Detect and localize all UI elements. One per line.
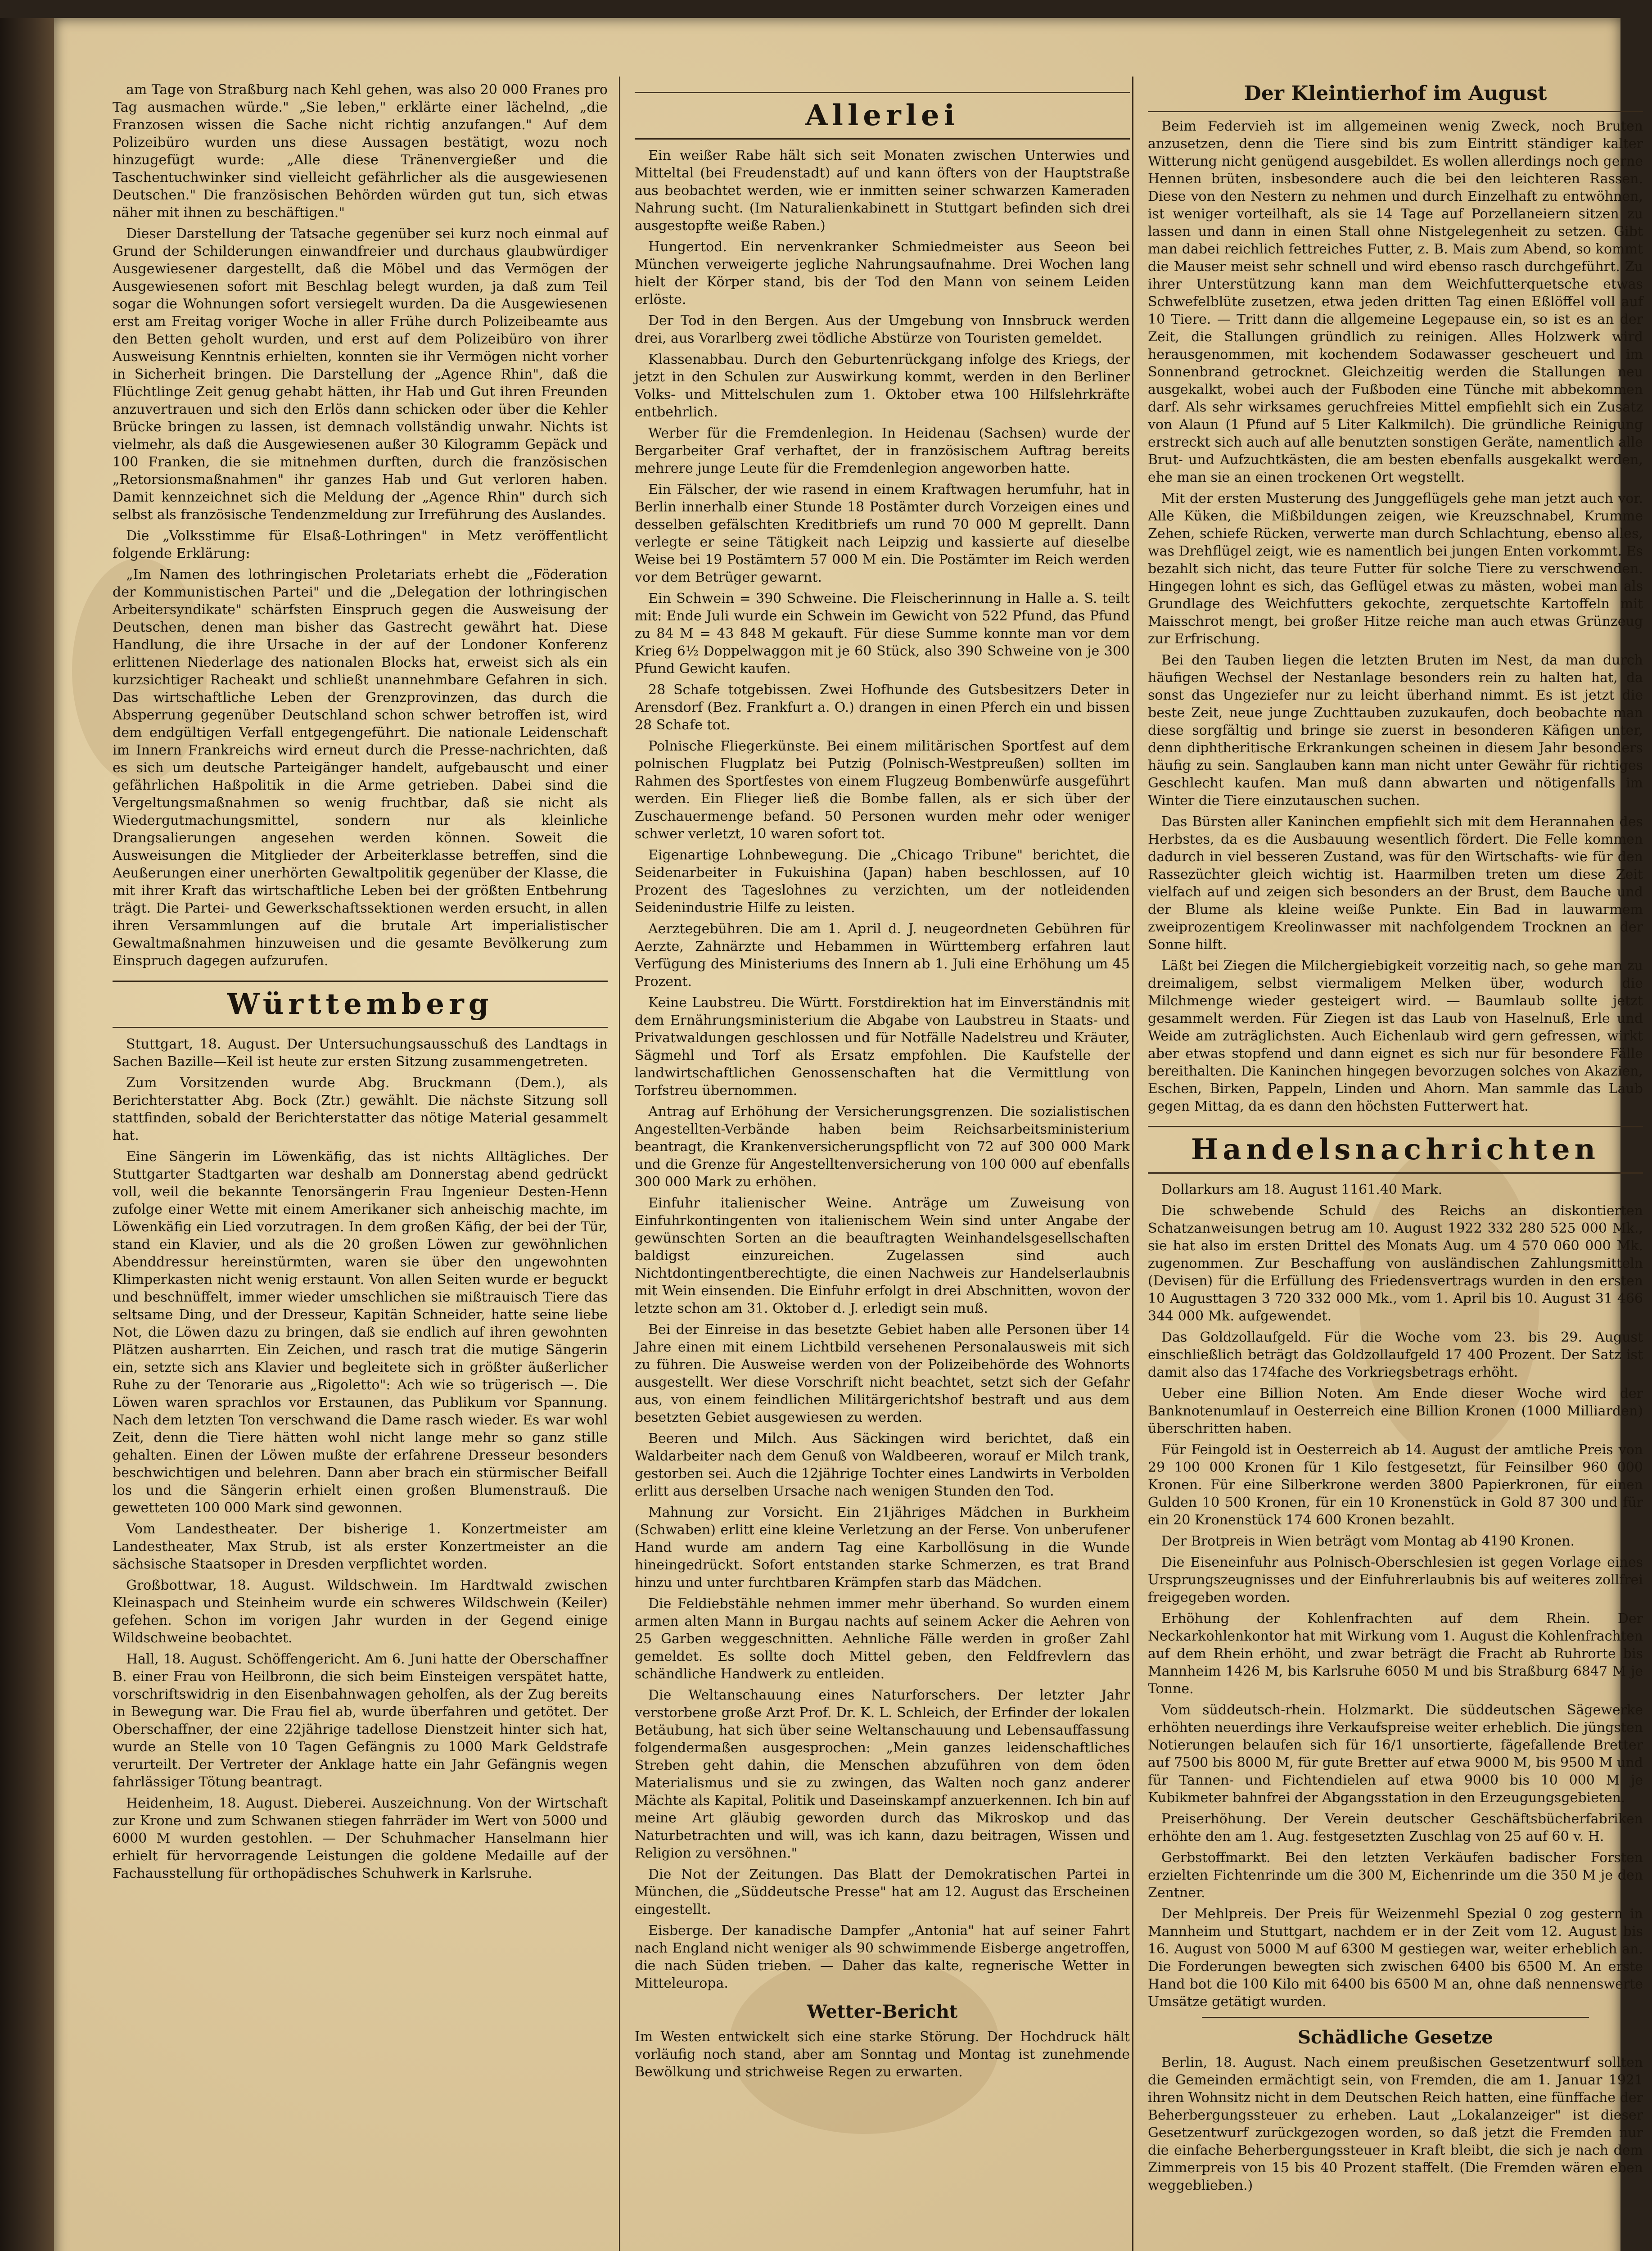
paragraph: „Im Namen des lothringischen Proletariats erhebt die „Föderation der Kommunistischen Partei" und die „Delegation der lothringischen Arbeitersyndikate" schärfsten Einspruch gegen die Ausweisung der Deutschen, denen man bisher das Gastrecht gewährt hat. Diese Handlung, die ihre Ursache in der auf der Londoner Konferenz erlittenen Niederlage des nationalen Blocks hat, erweist sich als ein kurzsichtiger Racheakt und schließt unannehmbare Gefahren in sich. Das wirtschaftliche Leben der Grenzprovinzen, das durch die Absperrung gegenüber Deutschland schon schwer betroffen ist, wird dem endgültigen Verfall entgegengeführt. Die nationale Leidenschaft im Innern Frankreichs wird erneut durch die Presse-nachrichten, daß es sich um deutsche Parteigänger handelt, aufgebauscht und einer gefährlichen Haßpolitik in die Arme getrieben. Dabei sind die Vergeltungsmaßnahmen so wenig fruchtbar, daß sie nicht als Wiedergutmachungsmittel, sondern nur als kleinliche Drangsalierungen angesehen werden können. Soweit die Ausweisungen die Mitglieder der Arbeiterklasse betreffen, sind die Aeußerungen einer unerhörten Gewaltpolitik gegenüber der Klasse, die mit ihrer Kraft das wirtschaftliche Leben bei der größten Entbehrung trägt. Die Partei- und Gewerkschaftssektionen werden ersucht, in allen ihren Versammlungen auf die brutale Art imperialistischer Gewaltmaßnahmen hinzuweisen und die gesamte Bevölkerung zum Einspruch dagegen aufzurufen.	[113, 567, 608, 969]
paragraph: Dollarkurs am 18. August 1161.40 Mark.	[1161, 1182, 1443, 1198]
paragraph: Für Feingold ist in Oesterreich ab 14. August der amtliche Preis von 29 100 000 Kronen für 1 Kilo festgesetzt, für Feinsilber 960 000 Kronen. Für eine Silberkrone werden 3800 Papierkronen, für einen Gulden 10 500 Kronen, für ein 10 Kronenstück in Gold 87 300 und für ein 20 Kronenstück 174 600 Kronen bezahlt.	[1148, 1442, 1643, 1528]
paragraph: Eisberge. Der kanadische Dampfer „Antonia" hat auf seiner Fahrt nach England nicht weniger als 90 schwimmende Eisberge angetroffen, die nach Süden trieben. — Daher das kalte, regnerische Wetter in Mitteleuropa.	[635, 1923, 1130, 1991]
paragraph: Die Not der Zeitungen. Das Blatt der Demokratischen Partei in München, die „Süddeutsche Presse" hat am 12. August das Erscheinen eingestellt.	[635, 1867, 1130, 1917]
paragraph: Werber für die Fremdenlegion. In Heidenau (Sachsen) wurde der Bergarbeiter Graf verhaftet, der in französischem Auftrag bereits mehrere junge Leute für die Fremdenlegion angeworben hatte.	[635, 425, 1130, 476]
paragraph: Vom Landestheater. Der bisherige 1. Konzertmeister am Landestheater, Max Strub, ist als erster Konzertmeister an die sächsische Staatsoper in Dresden verpflichtet worden.	[113, 1521, 608, 1572]
paragraph: Der Mehlpreis. Der Preis für Weizenmehl Spezial 0 zog gestern in Mannheim und Stuttgart, nachdem er in der Zeit vom 12. August bis 16. August von 5000 M auf 6300 M gestiegen war, weiter erheblich an. Die Forderungen bewegten sich zwischen 6400 bis 6500 M. An erste Hand bot die 100 Kilo mit 6400 bis 6500 M an, ohne daß nennenswerte Umsätze getätigt wurden.	[1148, 1906, 1643, 2010]
paragraph: Ein Schwein = 390 Schweine. Die Fleischerinnung in Halle a. S. teilt mit: Ende Juli wurde ein Schwein im Gewicht von 522 Pfund, das Pfund zu 84 M = 43 848 M gekauft. Für diese Summe konnte man vor dem Krieg 6½ Doppelwaggon mit je 60 Stück, also 390 Schweine von je 300 Pfund Gewicht kaufen.	[635, 591, 1130, 677]
paragraph: Einfuhr italienischer Weine. Anträge um Zuweisung von Einfuhrkontingenten von italienischem Wein sind unter Angabe der gewünschten Sorten an die beauftragten Weinhandelsgesellschaften baldigst einzureichen. Zugelassen sind auch Nichtdontingentberechtigte, die einen Nachweis zur Handelserlaubnis mit Wein einsenden. Die Einfuhr erfolgt in drei Abschnitten, wovon der letzte schon am 31. Oktober d. J. erledigt sein muß.	[635, 1195, 1130, 1316]
paragraph: Heidenheim, 18. August. Dieberei. Auszeichnung. Von der Wirtschaft zur Krone und zum Schwanen stiegen fahrräder im Wert von 5000 und 6000 M wurden gestohlen. — Der Schuhmacher Hanselmann hier erhielt für hervorragende Leistungen die goldene Medaille auf der Fachausstellung für orthopädisches Schuhwerk in Karlsruhe.	[113, 1795, 608, 1881]
paragraph: Klassenabbau. Durch den Geburtenrückgang infolge des Kriegs, der jetzt in den Schulen zur Auswirkung kommt, werden in den Berliner Volks- und Mittelschulen zum 1. Oktober etwa 100 Hilfslehrkräfte entbehrlich.	[635, 352, 1130, 420]
paragraph: Zum Vorsitzenden wurde Abg. Bruckmann (Dem.), als Berichterstatter Abg. Bock (Ztr.) gewählt. Die nächste Sitzung soll stattfinden, sobald der Berichterstatter das nötige Material gesammelt hat.	[113, 1075, 608, 1144]
column-rule	[619, 77, 620, 2251]
paragraph: Bei der Einreise in das besetzte Gebiet haben alle Personen über 14 Jahre einen mit einem Lichtbild versehenen Personalausweis mit sich zu führen. Die Ausweise werden von der Polizeibehörde des Wohnorts ausgestellt. Wer diese Vorschrift nicht beachtet, setzt sich der Gefahr aus, von einem feindlichen Militärgerichtshof bestraft und aus dem besetzten Gebiet ausgewiesen zu werden.	[635, 1322, 1130, 1425]
handelsnachrichten-news	[1148, 1181, 1643, 2011]
column-3	[1148, 81, 1643, 2198]
paragraph: Vom süddeutsch-rhein. Holzmarkt. Die süddeutschen Sägewerke erhöhten neuerdings ihre Verkaufspreise weiter erheblich. Die jüngsten Notierungen belaufen sich für 16/1 unsortierte, fägefallende Bretter auf 7500 bis 8000 M, für gute Bretter auf etwa 9000 M, bis 9500 M und für Tannen- und Fichtendielen auf etwa 9000 bis 10 000 M je Kubikmeter bahnfrei der Abgangsstation in den Erzeugungsgebieten.	[1148, 1702, 1643, 1806]
weather-title: Wetter-Bericht	[807, 2001, 958, 2022]
paragraph: Stuttgart, 18. August. Der Untersuchungsausschuß des Landtags in Sachen Bazille—Keil ist heute zur ersten Sitzung zusammengetreten.	[113, 1036, 608, 1070]
paragraph: Ein Fälscher, der wie rasend in einem Kraftwagen herumfuhr, hat in Berlin innerhalb einer Stunde 18 Postämter durch Vorzeigen eines und desselben gefälschten Kreditbriefs um rund 70 000 M geprellt. Dann verlegte er seine Tätigkeit nach Leipzig und kassierte auf dieselbe Weise bei 19 Postämtern 57 000 M ein. Die Postämter im Reich werden vor dem Betrüger gewarnt.	[635, 482, 1130, 585]
paragraph: Hall, 18. August. Schöffengericht. Am 6. Juni hatte der Oberschaffner B. einer Frau von Heilbronn, die sich beim Einsteigen verspätet hatte, vorschriftswidrig in den Eisenbahnwagen geholfen, als der Zug bereits in Bewegung war. Die Frau fiel ab, wurde überfahren und getötet. Der Oberschaffner, der eine 22jährige tadellose Dienstzeit hinter sich hat, wurde an Stelle von 10 Tagen Gefängnis zu 1000 Mark Geldstrafe verurteilt. Der Vertreter der Anklage hatte ein Jahr Gefängnis wegen fahrlässiger Tötung beantragt.	[113, 1651, 608, 1790]
paragraph: Preiserhöhung. Der Verein deutscher Geschäftsbücherfabriken erhöhte den am 1. Aug. festgesetzten Zuschlag von 25 auf 60 v. H.	[1148, 1811, 1643, 1844]
paragraph: Der Tod in den Bergen. Aus der Umgebung von Innsbruck werden drei, aus Vorarlberg zwei tödliche Abstürze von Touristen gemeldet.	[635, 313, 1130, 346]
paragraph: Berlin, 18. August. Nach einem preußischen Gesetzentwurf sollten die Gemeinden ermächtigt sein, von Fremden, die am 1. Januar 1921 ihren Wohnsitz nicht in dem Deutschen Reich hatten, eine fünffache der Beherbergungssteuer zu erheben. Laut „Lokalanzeiger" ist dieser Gesetzentwurf zurückgezogen worden, so daß jetzt die Fremden nur die einfache Beherbergungssteuer in Kraft bleibt, die sich je nach dem Zimmerpreis von 15 bis 40 Prozent staffelt. (Die Fremden wären eben weggeblieben.)	[1148, 2055, 1643, 2193]
paragraph: Antrag auf Erhöhung der Versicherungsgrenzen. Die sozialistischen Angestellten-Verbände haben beim Reichsarbeitsministerium beantragt, die Krankenversicherungspflicht von 72 auf 300 000 Mark und die Grenze für Angestelltenversicherung von 100 000 auf ebenfalls 300 000 Mark zu erhöhen.	[635, 1104, 1130, 1190]
paragraph: Mit der ersten Musterung des Junggeflügels gehe man jetzt auch vor. Alle Küken, die Mißbildungen zeigen, wie Kreuzschnabel, Krumme Zehen, schiefe Rücken, verwerte man durch Schlachtung, ebenso alles, was Drehflügel zeigt, wie es namentlich bei jungen Enten vorkommt. Es bezahlt sich nicht, das teure Futter für solche Tiere zu verschwenden. Hingegen lohnt es sich, das Geflügel etwas zu mästen, wobei man als Grundlage des Weichfutters gekochte, zerquetschte Kartoffeln mit Maisschrot mengt, bei großer Hitze reiche man auch etwas Grünzeug zur Erfrischung.	[1148, 491, 1643, 647]
paragraph: Die Feldiebstähle nehmen immer mehr überhand. So wurden einem armen alten Mann in Burgau nachts auf seinem Acker die Aehren von 25 Garben weggeschnitten. Aehnliche Fälle werden in großer Zahl gemeldet. Es sollte doch Mittel geben, den Feldfrevlern das schändliche Handwerk zu entleiden.	[635, 1596, 1130, 1682]
book-binding	[0, 18, 54, 2251]
paragraph: Großbottwar, 18. August. Wildschwein. Im Hardtwald zwischen Kleinaspach und Steinheim wurde ein schweres Wildschwein (Keiler) gefehen. Schon im vorigen Jahr wurden in der Gegend einige Wildschweine beobachtet.	[113, 1578, 608, 1646]
section-title-wuerttemberg: Württemberg	[113, 981, 608, 1028]
paragraph: am Tage von Straßburg nach Kehl gehen, was also 20 000 Franes pro Tag ausmachen würde." „Sie leben," erklärte einer lächelnd, „die Franzosen wissen die Sache nicht richtig anzufangen." Auf dem Polizeibüro wurden uns diese Aussagen bestätigt, wozu noch hinzugefügt wurde: „Alle diese Tränenvergießer und die Taschentuchwinker sind vielleicht gefährlicher als die ausgewiesenen Deutschen." Die französischen Behörden würden gut tun, sich etwas näher mit ihnen zu beschäftigen."	[113, 82, 608, 221]
column-1-articles	[113, 81, 608, 970]
column-rule	[1132, 77, 1133, 2251]
paragraph: Keine Laubstreu. Die Württ. Forstdirektion hat im Einverständnis mit dem Ernährungsministerium die Abgabe von Laubstreu in Staats- und Privatwaldungen geschlossen und für Notfälle Nadelstreu und Kräuter, Sägmehl und Torf als Ersatz empfohlen. Die Kaufstelle der landwirtschaftlichen Genossenschaften hat die Vermittlung von Torfstreu übernommen.	[635, 995, 1130, 1098]
paragraph: Die schwebende Schuld des Reichs an diskontierten Schatzanweisungen betrug am 10. August 1922 332 280 525 000 Mk., sie hat also im ersten Drittel des Monats Aug. um 4 570 060 000 Mk. zugenommen. Zur Beschaffung von ausländischen Zahlungsmitteln (Devisen) für die Erfüllung des Friedensvertrags wurden in den ersten 10 Augusttagen 3 720 332 000 Mk., vom 1. April bis 10. August 31 466 344 000 Mk. aufgewendet.	[1148, 1203, 1643, 1324]
article-title-kleintierhof: Der Kleintierhof im August	[1148, 81, 1643, 112]
weather-text: Im Westen entwickelt sich eine starke Störung. Der Hochdruck hält vorläufig noch stand, aber am Sonntag und Montag ist zunehmende Bewölkung und strichweise Regen zu erwarten.	[635, 2029, 1130, 2080]
schaedliche-gesetze-article	[1148, 2054, 1643, 2194]
paragraph: Eine Sängerin im Löwenkäfig, das ist nichts Alltägliches. Der Stuttgarter Stadtgarten war deshalb am Donnerstag abend gedrückt voll, weil die bekannte Tenorsängerin Frau Ingenieur Desten-Henn zufolge einer Wette mit einem Amerikaner sich anheischig machte, im Löwenkäfig ein Lied vorzutragen. In dem großen Käfig, der bei der Tür, stand ein Klavier, und als die 20 großen Löwen zur gewöhnlichen Abenddressur hereinstürmten, waren sie über den ungewohnten Klimperkasten nicht wenig erstaunt. Von allen Seiten wurde er beguckt und beschnüffelt, immer wieder umschlichen sie mißtrauisch Tiere das seltsame Ding, und der Dresseur, Kapitän Schneider, hatte seine liebe Not, die Löwen dazu zu bringen, daß sie endlich auf ihren gewohnten Plätzen ausharrten. Ein Zeichen, und rasch trat die mutige Sängerin ein, setzte sich ans Klavier und begleitete sich in größter äußerlicher Ruhe zu der Tenorarie aus „Rigoletto": Ach wie so trügerisch —. Die Löwen waren sprachlos vor Erstaunen, das Publikum vor Spannung. Nach dem letzten Ton verschwand die Dame rasch wieder. Es war wohl Zeit, denn die Tiere hätten wohl nicht lange mehr so ganz stille gehalten. Einen der Löwen mußte der erfahrene Dresseur besonders beschwichtigen und belehren. Dann aber brach ein stürmischer Beifall los und die Sängerin erhielt einen großen Blumenstrauß. Die gewetteten 100 000 Mark sind gewonnen.	[113, 1149, 608, 1516]
paragraph: Ein weißer Rabe hält sich seit Monaten zwischen Unterwies und Mitteltal (bei Freudenstadt) auf und kann öfters von der Hauptstraße aus beobachtet werden, wie er inmitten seiner schwarzen Kameraden Nahrung sucht. (Im Naturalienkabinett in Stuttgart befinden sich drei ausgestopfte weiße Raben.)	[635, 148, 1130, 234]
paragraph: Aerztegebühren. Die am 1. April d. J. neugeordneten Gebühren für Aerzte, Zahnärzte und Hebammen in Württemberg erfahren laut Verfügung des Ministeriums des Innern ab 1. Juli eine Erhöhung um 45 Prozent.	[635, 921, 1130, 990]
paragraph: 28 Schafe totgebissen. Zwei Hofhunde des Gutsbesitzers Deter in Arensdorf (Bez. Frankfurt a. O.) drangen in einen Pferch ein und bissen 28 Schafe tot.	[635, 682, 1130, 733]
paragraph: Beim Federvieh ist im allgemeinen wenig Zweck, noch Bruten anzusetzen, denn die Tiere sind bis zum Eintritt ständiger kalter Witterung nicht genügend ausgebildet. Es wollen allerdings noch gerne Hennen brüten, insbesondere auch die bei den leichteren Rassen. Diese von den Nestern zu nehmen und durch Einzelhaft zu entwöhnen, ist weniger vorteilhaft, als sie 14 Tage auf Porzellaneiern sitzen zu lassen und dann in einen Stall ohne Nistgelegenheit zu setzen. Gibt man dabei reichlich fettreiches Futter, z. B. Mais zum Abend, so kommt die Mauser meist sehr schnell und wird ebenso rasch durchgeführt. Zu ihrer Unterstützung kann man dem Weichfutterquetsche etwas Schwefelblüte zusetzen, etwa jeden dritten Tag einen Eßlöffel voll auf 10 Tiere. — Tritt dann die allgemeine Legepause ein, so ist es an der Zeit, die Stallungen gründlich zu reinigen. Alles Holzwerk wird herausgenommen, mit kochendem Sodawasser gescheuert und im Sonnenbrand getrocknet. Gleichzeitig werden die Stallungen neu ausgekalkt, wobei auch der Fußboden eine Tünche mit abbekommen darf. Als sehr wirksames geruchfreies Mittel empfiehlt sich ein Zusatz von Alaun (1 Pfund auf 5 Liter Kalkmilch). Die gründliche Reinigung erstreckt sich auch auf alle benutzten sonstigen Geräte, namentlich alle Brut- und Aufzuchtkästen, die am besten ebenfalls ausgekalkt werden, ehe man sie an einen trockenen Ort wegstellt.	[1148, 118, 1643, 485]
paragraph: Mahnung zur Vorsicht. Ein 21jähriges Mädchen in Burkheim (Schwaben) erlitt eine kleine Verletzung an der Ferse. Von unberufener Hand wurde am andern Tag eine Karbollösung in die Wunde hineingedrückt. Sofort entstanden starke Schmerzen, es trat Brand hinzu und unter furchtbaren Krämpfen starb das Mädchen.	[635, 1505, 1130, 1591]
paragraph: Die Eiseneinfuhr aus Polnisch-Oberschlesien ist gegen Vorlage eines Ursprungszeugnisses und der Einfuhrerlaubnis bis auf weiteres zollfrei freigegeben worden.	[1148, 1555, 1643, 1605]
divider	[1202, 2017, 1589, 2018]
paragraph: Erhöhung der Kohlenfrachten auf dem Rhein. Der Neckarkohlenkontor hat mit Wirkung vom 1. August die Kohlenfrachten auf dem Rhein erhöht, und zwar beträgt die Fracht ab Ruhrorte bis Mannheim 1426 M, bis Karlsruhe 6050 M und bis Straßburg 6847 M je Tonne.	[1148, 1611, 1643, 1697]
paragraph: Eigenartige Lohnbewegung. Die „Chicago Tribune" berichtet, die Seidenarbeiter in Fukuishina (Japan) haben beschlossen, auf 10 Prozent des Tageslohnes zu verzichten, um der notleidenden Seidenindustrie Hilfe zu leisten.	[635, 847, 1130, 916]
column-2-news	[635, 147, 1130, 1992]
paragraph: Polnische Fliegerkünste. Bei einem militärischen Sportfest auf dem polnischen Flugplatz bei Putzig (Polnisch-Westpreußen) sollten im Rahmen des Sportfestes von einem Flugzeug Bombenwürfe ausgeführt werden. Ein Flieger ließ die Bombe fallen, als er sich über der Zuschauermenge befand. 50 Personen wurden mehr oder weniger schwer verletzt, 10 waren sofort tot.	[635, 738, 1130, 842]
paragraph: Die Weltanschauung eines Naturforschers. Der letzter Jahr verstorbene große Arzt Prof. Dr. K. L. Schleich, der Erfinder der lokalen Betäubung, hat sich über seine Weltanschauung und Lebensauffassung folgendermaßen ausgesprochen: „Mein ganzes leidenschaftliches Streben geht dahin, die Menschen abzuführen von dem öden Materialismus und sie zu zwingen, das Walten noch ganz anderer Mächte als Kapital, Politik und Daseinskampf anzuerkennen. Ich bin auf meine Art gläubig geworden durch das Mikroskop und das Naturbetrachten und will, was ich kann, dazu beitragen, Wissen und Religion zu versöhnen."	[635, 1687, 1130, 1861]
paragraph: Hungertod. Ein nervenkranker Schmiedmeister aus Seeon bei München verweigerte jegliche Nahrungsaufnahme. Drei Wochen lang hielt der Körper stand, bis der Tod den Mann von seinem Leiden erlöste.	[635, 239, 1130, 307]
paragraph: Das Bürsten aller Kaninchen empfiehlt sich mit dem Herannahen des Herbstes, da es die Ausbauung wesentlich fördert. Die Felle kommen dadurch in viel besseren Zustand, was für den Wirtschafts- wie für den Rassezüchter gleich wichtig ist. Haarmilben treten um diese Zeit vielfach auf und zeigen sich besonders an der Brust, dem Bauche und der Blume als kleine weiße Punkte. Ein Bad in lauwarmem zweiprozentigem Kreolinwasser mit nachfolgendem Trocknen an der Sonne hilft.	[1148, 814, 1643, 953]
paragraph: Der Brotpreis in Wien beträgt vom Montag ab 4190 Kronen.	[1161, 1533, 1575, 1549]
paragraph: Ueber eine Billion Noten. Am Ende dieser Woche wird der Banknotenumlauf in Oesterreich eine Billion Kronen (1000 Milliarden) überschritten haben.	[1148, 1386, 1643, 1437]
column-1-news	[113, 1035, 608, 1882]
paragraph: Dieser Darstellung der Tatsache gegenüber sei kurz noch einmal auf Grund der Schilderungen einwandfreier und durchaus glaubwürdiger Ausgewiesener dargestellt, daß die Möbel und das Vermögen der Ausgewiesenen sofort mit Beschlag belegt wurden, ja daß zum Teil sogar die Wohnungen sofort versiegelt wurden. Da die Ausgewiesenen erst am Freitag voriger Woche in aller Frühe durch Polizeibeamte aus den Betten geholt wurden, und erst auf dem Polizeibüro von ihrer Ausweisung Kenntnis erhielten, konnten sie ihr Vermögen nicht vorher in Sicherheit bringen. Die Darstellung der „Agence Rhin", daß die Flüchtlinge Zeit genug gehabt hätten, ihr Hab und Gut ihren Freunden anzuvertrauen und sich den Erlös dann schicken oder über die Kehler Brücke bringen zu lassen, ist demnach vollständig unwahr. Nichts ist vielmehr, als daß die Ausgewiesenen außer 30 Kilogramm Gepäck und 100 Franken, die sie mitnehmen durften, durch die französischen „Retorsionsmaßnahmen" ihr ganzes Hab und Gut verloren haben. Damit kennzeichnet sich die Meldung der „Agence Rhin" durch sich selbst als französische Tendenzmeldung zur Irreführung des Auslandes.	[113, 226, 608, 523]
column-1	[113, 81, 608, 1886]
section-title-handelsnachrichten: Handelsnachrichten	[1148, 1126, 1643, 1174]
column-2	[635, 81, 1130, 2084]
paragraph: Läßt bei Ziegen die Milchergiebigkeit vorzeitig nach, so gehe man zu dreimaligem, selbst viermaligem Melken über, wodurch die Milchmenge wieder gesteigert wird. — Baumlaub sollte jetzt gesammelt werden. Für Ziegen ist das Laub von Haselnuß, Erle und Weide am zuträglichsten. Auch Eichenlaub wird gern gefressen, wirkt aber etwas stopfend und dann eignet es sich nur für besondere Fälle bereithalten. Die Kaninchen hingegen bevorzugen solches von Akazien, Eschen, Birken, Pappeln, Linden und Ahorn. Man sammle das Laub gegen Mittag, da es dann den höchsten Futterwert hat.	[1148, 958, 1643, 1114]
paragraph: Beeren und Milch. Aus Säckingen wird berichtet, daß ein Waldarbeiter nach dem Genuß von Waldbeeren, worauf er Milch trank, gestorben sei. Auch die 12jährige Tochter eines Landwirts in Verbolden erlitt aus derselben Ursache nach wenigen Stunden den Tod.	[635, 1431, 1130, 1499]
kleintierhof-article	[1148, 118, 1643, 1115]
paragraph: Gerbstoffmarkt. Bei den letzten Verkäufen badischer Forsten erzielten Fichtenrinde um die 300 M, Eichenrinde um die 350 M je den Zentner.	[1148, 1850, 1643, 1901]
paragraph: Das Goldzollaufgeld. Für die Woche vom 23. bis 29. August einschließlich beträgt das Goldzollaufgeld 17 400 Prozent. Der Satz ist damit also das 174fache des Vorkriegsbetrags erhöht.	[1148, 1329, 1643, 1380]
newspaper-page	[54, 18, 1643, 2251]
paragraph: Bei den Tauben liegen die letzten Bruten im Nest, da man durch häufigen Wechsel der Nestanlage besonders rein zu halten hat, da sonst das Ungeziefer nur zu leicht überhand nimmt. Es ist jetzt die beste Zeit, neue junge Zuchttauben zuzukaufen, doch beobachte man diese sorgfältig und bringe sie zuerst in besonderen Käfigen unter, denn diphtheritische Erkrankungen scheinen in diesem Jahr besonders häufig zu sein. Sanglauben kann man nicht unter Gewähr für richtiges Geschlecht kaufen. Man muß dann abwarten und nötigenfalls im Winter die Tiere einzutauschen suchen.	[1148, 652, 1643, 809]
paragraph: Die „Volksstimme für Elsaß-Lothringen" in Metz veröffentlicht folgende Erklärung:	[113, 528, 608, 561]
section-title-allerlei: Allerlei	[635, 92, 1130, 140]
subhead-schaedliche-gesetze: Schädliche Gesetze	[1298, 2027, 1493, 2048]
